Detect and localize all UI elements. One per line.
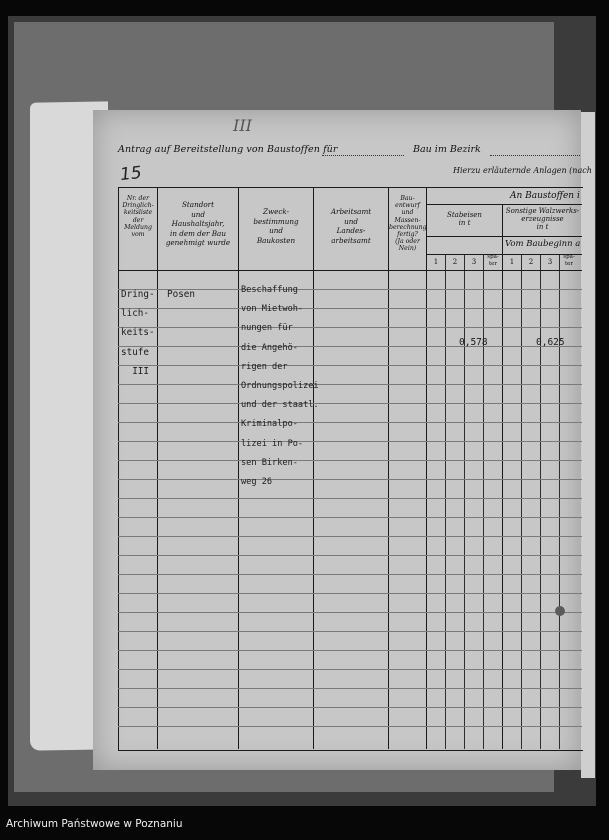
entry-zweckbestimmung: Beschaffung von Mietwoh- nungen für die Angehö- rigen der Ordnungspolizei und der staatl. Kriminalpo- lizei in Po- sen Birken- weg 26: [241, 285, 319, 488]
column-divider: [540, 254, 541, 749]
subheader-stabeisen: Stabeisen in t: [447, 211, 482, 227]
sheet-edge: [581, 112, 595, 778]
stabeisen-value: 0,578: [459, 337, 488, 348]
punch-hole: [555, 606, 565, 616]
period-number: 3: [547, 258, 553, 266]
header-line: [426, 204, 582, 205]
header-bottom-line: [118, 270, 582, 271]
dotted-line: [322, 155, 404, 156]
walzwerk-value: 0,625: [536, 337, 565, 348]
row-line: [118, 555, 582, 556]
form-table: [118, 187, 583, 751]
page-mark: III: [233, 116, 252, 135]
subheader-baubeginn: Vom Baubeginn a: [505, 239, 581, 249]
row-line: [118, 669, 582, 670]
bau-label: Bau im Bezirk: [413, 144, 481, 155]
row-line: [118, 631, 582, 632]
period-number: 2: [528, 258, 534, 266]
header-line: [426, 236, 582, 237]
row-line: [118, 517, 582, 518]
column-divider: [426, 187, 427, 749]
handwritten-number: 15: [119, 162, 143, 186]
row-line: [118, 460, 582, 461]
row-line: [118, 422, 582, 423]
row-line: [118, 726, 582, 727]
row-line: [118, 612, 582, 613]
column-divider: [388, 187, 389, 749]
row-line: [118, 384, 582, 385]
row-line: [118, 593, 582, 594]
row-line: [118, 707, 582, 708]
row-line: [118, 498, 582, 499]
row-line: [118, 479, 582, 480]
group-header-baustoffen: An Baustoffen i: [510, 191, 580, 201]
column-header-arbeitsamt: Arbeitsamt und Landes- arbeitsamt: [330, 207, 372, 245]
column-header-standort: Standort und Haushaltsjahr, in dem der Bau genehmigt wurde: [165, 200, 231, 247]
row-line: [118, 327, 582, 328]
row-line: [118, 650, 582, 651]
period-number: 3: [471, 258, 477, 266]
row-line: [118, 365, 582, 366]
row-line: [118, 574, 582, 575]
column-divider: [502, 204, 503, 749]
column-header-bauentwurf: Bau- entwurf und Massen- berechnung fertig? (Ja oder Nein): [389, 195, 427, 253]
row-line: [118, 346, 582, 347]
row-line: [118, 403, 582, 404]
header-line: [426, 254, 582, 255]
row-line: [118, 441, 582, 442]
period-number: 2: [452, 258, 458, 266]
column-divider: [238, 187, 239, 749]
entry-dringlichkeit: Dring- lich- keits- stufe III: [121, 289, 155, 377]
column-divider: [157, 187, 158, 749]
row-line: [118, 688, 582, 689]
column-header-zweck: Zweck- bestimmung und Baukosten: [253, 207, 299, 245]
column-divider: [483, 254, 484, 749]
dotted-line: [490, 155, 580, 156]
period-later: spä- ter: [487, 254, 499, 267]
column-divider: [445, 254, 446, 749]
period-later: spä- ter: [563, 254, 575, 267]
row-line: [118, 536, 582, 537]
subheader-walzwerk: Sonstige Walzwerks- erzeugnisse in t: [505, 207, 580, 231]
row-line: [118, 308, 582, 309]
period-number: 1: [433, 258, 439, 266]
form-title: Antrag auf Bereitstellung von Baustoffen für: [118, 144, 338, 155]
form-subtitle: Hierzu erläuternde Anlagen (nach: [453, 166, 592, 175]
period-number: 1: [509, 258, 515, 266]
column-header-dringlichkeit: Nr. der Dringlich- keitsliste der Meldung vom: [122, 195, 154, 239]
column-divider: [559, 254, 560, 749]
column-divider: [521, 254, 522, 749]
archive-credit: Archiwum Państwowe w Poznaniu: [6, 818, 183, 830]
column-divider: [464, 254, 465, 749]
entry-standort: Posen: [167, 289, 195, 300]
